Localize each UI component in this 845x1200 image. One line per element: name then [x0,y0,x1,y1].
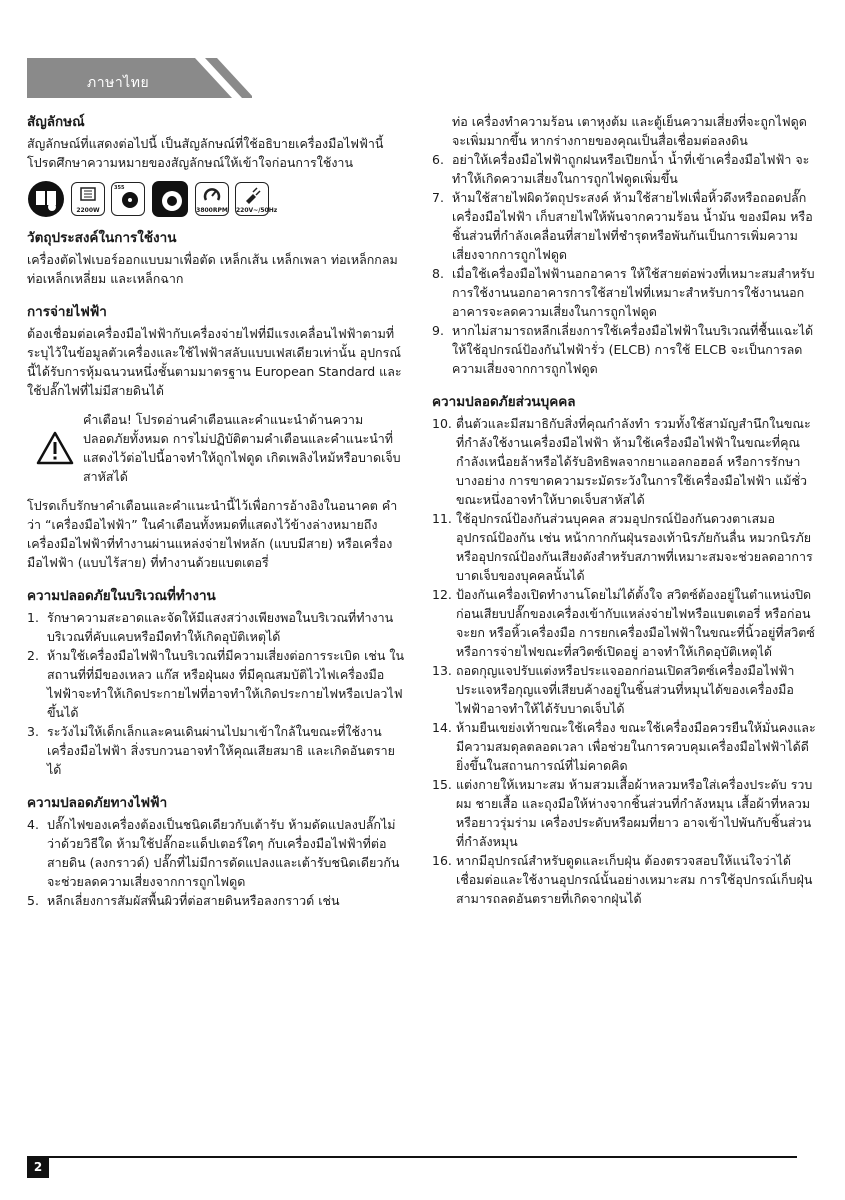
continued-text: ท่อ เครื่องทำความร้อน เตาหุงต้ม และตู้เย็นความเสี่ยงที่จะถูกไฟดูดจะเพิ่มมากขึ้น หากร่างกายของคุณเป็นสื่อเชื่อมต่อลงดิน [452,114,807,148]
list-item: 5. หลีกเลี่ยงการสัมผัสพื้นผิวที่ต่อสายดินหรือลงกราวด์ เช่น [27,893,340,908]
voltage-plug-icon [235,182,278,216]
speed-rpm-label: 3800RPM [196,207,228,214]
warning-text: คำเตือน! โปรดอ่านคำเตือนและคำแนะนำด้านความปลอดภัยทั้งหมด การไม่ปฏิบัติตามคำเตือนและคำแนะนำที่แสดงไว้ต่อไปนี้อาจทำให้ถูกไฟดูด เกิดเพลิงไหม้หรือบาดเจ็บสาหัสได้ [83,412,401,484]
list-item: 9. หากไม่สามารถหลีกเลี่ยงการใช้เครื่องมือไฟฟ้าในบริเวณที่ชื้นแฉะได้ ให้ใช้อุปกรณ์ป้องกันไฟฟ้ารั่ว (ELCB) การใช้ ELCB จะเป็นการลดความเสี่ยงจากการถูกไฟดูด [432,323,814,376]
speed-rpm-icon [195,182,229,216]
list-item: 1. รักษาความสะอาดและจัดให้มีแสงสว่างเพียงพอในบริเวณที่ทำงาน บริเวณที่คับแคบหรือมืดทำให้เกิดอุบัติเหตุได้ [27,610,394,644]
symbols-text: สัญลักษณ์ที่แสดงต่อไปนี้ เป็นสัญลักษณ์ที่ใช้อธิบายเครื่องมือไฟฟ้านี้ โปรดศึกษาความหมายของสัญลักษณ์ให้เข้าใจก่อนการใช้งาน [27,136,384,170]
footer-rule [27,1156,797,1158]
voltage-label: 220V~/50Hz [236,207,278,214]
work-area-title: ความปลอดภัยในบริเวณที่ทำงาน [27,588,216,604]
purpose-title: วัตถุประสงค์ในการใช้งาน [27,230,177,246]
list-item: 6. อย่าให้เครื่องมือไฟฟ้าถูกฝนหรือเปียกน้ำ น้ำที่เข้าเครื่องมือไฟฟ้า จะทำให้เกิดความเสี่ยงในการถูกไฟดูดเพิ่มขึ้น [432,152,810,186]
personal-safety-title: ความปลอดภัยส่วนบุคคล [432,394,576,410]
language-tab [27,58,252,98]
list-item: 4. ปลั๊กไฟของเครื่องต้องเป็นชนิดเดียวกับเต้ารับ ห้ามดัดแปลงปลั๊กไม่ว่าด้วยวิธีใด ห้ามใช้ปลั๊กอะแด็ปเตอร์ใดๆ กับเครื่องมือไฟฟ้าที่ต่อสายดิน (ลงกราวด์) ปลั๊กที่ไม่มีการดัดแปลงและเต้ารับชนิดเดียวกันจะช่วยลดความเสี่ยงจากการถูกไฟดูด [27,817,400,889]
list-item: 15. แต่งกายให้เหมาะสม ห้ามสวมเสื้อผ้าหลวมหรือใส่เครื่องประดับ รวบผม ชายเสื้อ และถุงมือให้ห่างจากชิ้นส่วนที่กำลังหมุน เสื้อผ้าที่หลวมหรือยาวรุ่มร่าม เครื่องประดับหรือผมที่ยาว อาจเข้าไปพันกับชิ้นส่วนที่กำลังหมุน [432,777,813,849]
list-item: 2. ห้ามใช้เครื่องมือไฟฟ้าในบริเวณที่มีความเสี่ยงต่อการระเบิด เช่น ในสถานที่ที่มีของเหลว แก๊ส หรือฝุ่นผง ที่มีคุณสมบัติไวไฟเครื่องมือไฟฟ้าจะทำให้เกิดประกายไฟที่อาจทำให้เกิดประกายไฟหรือเปลวไฟขึ้นได้ [27,648,405,720]
list-item: 16. หากมีอุปกรณ์สำหรับดูดและเก็บฝุ่น ต้องตรวจสอบให้แน่ใจว่าได้เชื่อมต่อและใช้งานอุปกรณ์นั้นอย่างเหมาะสม การใช้อุปกรณ์เก็บฝุ่นสามารถลดอันตรายที่เกิดจากฝุ่นได้ [432,853,813,906]
electrical-safety-title: ความปลอดภัยทางไฟฟ้า [27,795,168,811]
disc-size-label: 355 [114,185,125,191]
list-item: 14. ห้ามยืนเขย่งเท้าขณะใช้เครื่อง ขณะใช้เครื่องมือควรยืนให้มั่นคงและมีความสมดุลตลอดเวลา เพื่อช่วยในการควบคุมเครื่องมือไฟฟ้าได้ดียิ่งขึ้นในสถานการณ์ที่ไม่คาดคิด [432,720,816,773]
list-item: 12. ป้องกันเครื่องเปิดทำงานโดยไม่ได้ตั้งใจ สวิตซ์ต้องอยู่ในตำแหน่งปิดก่อนเสียบปลั๊กของเครื่องเข้ากับแหล่งจ่ายไฟหรือแบตเตอรี่ หรือก่อนจะยก หรือหิ้วเครื่องมือ การยกเครื่องมือไฟฟ้าในขณะที่นิ้วอยู่ที่สวิตซ์หรือการจ่ายไฟขณะที่สวิตซ์เปิดอยู่ อาจทำให้เกิดอุบัติเหตุได้ [432,587,815,659]
list-item: 11. ใช้อุปกรณ์ป้องกันส่วนบุคคล สวมอุปกรณ์ป้องกันดวงตาเสมอ อุปกรณ์ป้องกัน เช่น หน้ากากกันฝุ่นรองเท้านิรภัยกันลื่น หมวกนิรภัย หรืออุปกรณ์ป้องกันเสียงดังสำหรับสภาพที่เหมาะสมจะช่วยลดอาการบาดเจ็บของบุคคลนั้นได้ [432,511,813,583]
power-supply-title: การจ่ายไฟฟ้า [27,304,107,320]
power-supply-text: ต้องเชื่อมต่อเครื่องมือไฟฟ้ากับเครื่องจ่ายไฟที่มีแรงเคลื่อนไฟฟ้าตามที่ระบุไว้ในข้อมูลตัวเครื่องและใช้ไฟฟ้าสลับแบบเฟสเดียวเท่านั้น อุปกรณ์นี้ได้รับการหุ้มฉนวนหนึ่งชั้นตามมาตรฐาน European Standard และใช้ปลั๊กไฟที่ไม่มีสายดินได้ [27,326,402,398]
keep-instructions-text: โปรดเก็บรักษาคำเตือนและคำแนะนำนี้ไว้เพื่อการอ้างอิงในอนาคต คำว่า “เครื่องมือไฟฟ้า” ในคำเตือนทั้งหมดที่แสดงไว้ข้างล่างหมายถึง เครื่องมือไฟฟ้าที่ทำงานผ่านแหล่งจ่ายไฟหลัก (แบบมีสาย) หรือเครื่องมือไฟฟ้า (แบบไร้สาย) ที่ทำงานด้วยแบตเตอรี่ [27,498,398,570]
list-item: 10. ตื่นตัวและมีสมาธิกับสิ่งที่คุณกำลังทำ รวมทั้งใช้สามัญสำนึกในขณะที่กำลังใช้งานเครื่องมือไฟฟ้า ห้ามใช้เครื่องมือไฟฟ้าในขณะที่คุณกำลังเหนื่อยล้าหรือได้รับอิทธิพลจากยาแอลกอฮอล์ หรือการรักษาบางอย่าง การขาดความระมัดระวังในการใช้เครื่องมือไฟฟ้า แม้ชั่วขณะหนึ่งอาจทำให้บาดเจ็บสาหัสได้ [432,416,811,507]
list-item: 3. ระวังไม่ให้เด็กเล็กและคนเดินผ่านไปมาเข้าใกล้ในขณะที่ใช้งานเครื่องมือไฟฟ้า สิ่งรบกวนอาจทำให้คุณเสียสมาธิ และเกิดอันตรายได้ [27,724,395,777]
language-tab-label: ภาษาไทย [87,75,150,91]
personal-safety-list [432,414,816,908]
power-rating-icon [71,182,105,216]
symbol-icons [27,180,407,218]
warning-block [27,410,407,486]
work-area-list [27,608,407,779]
read-manual-icon [27,180,65,218]
disc-size-icon [111,182,145,216]
list-item: 13. ถอดกุญแจปรับแต่งหรือประแจออกก่อนเปิดสวิตซ์เครื่องมือไฟฟ้า ประแจหรือกุญแจที่เสียบค้างอยู่ในชิ้นส่วนที่หมุนได้ของเครื่องมือไฟฟ้าอาจทำให้ได้รับบาดเจ็บได้ [432,663,795,716]
power-rating-label: 2200W [76,207,100,214]
list-item: 7. ห้ามใช้สายไฟผิดวัตถุประสงค์ ห้ามใช้สายไฟเพื่อหิ้วดึงหรือถอดปลั๊กเครื่องมือไฟฟ้า เก็บสายไฟให้พ้นจากความร้อน น้ำมัน ของมีคม หรือชิ้นส่วนที่กำลังเคลื่อนที่สายไฟที่ชำรุดหรือพันกันเป็นการเพิ่มความเสี่ยงจากการถูกไฟดูด [432,190,813,262]
symbols-title: สัญลักษณ์ [27,114,85,130]
right-column [432,112,816,908]
electrical-safety-list [27,815,407,910]
wear-protection-icon [151,180,189,218]
left-column [27,112,407,910]
page-number: 2 [27,1156,49,1178]
list-item: 8. เมื่อใช้เครื่องมือไฟฟ้านอกอาคาร ให้ใช้สายต่อพ่วงที่เหมาะสมสำหรับการใช้งานนอกอาคารการใช้สายไฟที่เหมาะสำหรับการใช้งานนอกอาคารจะลดความเสี่ยงในการถูกไฟดูด [432,266,815,319]
warning-triangle-icon [27,410,83,486]
electrical-safety-list-continued [432,150,816,378]
purpose-text: เครื่องตัดไฟเบอร์ออกแบบมาเพื่อตัด เหล็กเส้น เหล็กเพลา ท่อเหล็กกลม ท่อเหล็กเหลี่ยม และเหล็กฉาก [27,252,398,286]
